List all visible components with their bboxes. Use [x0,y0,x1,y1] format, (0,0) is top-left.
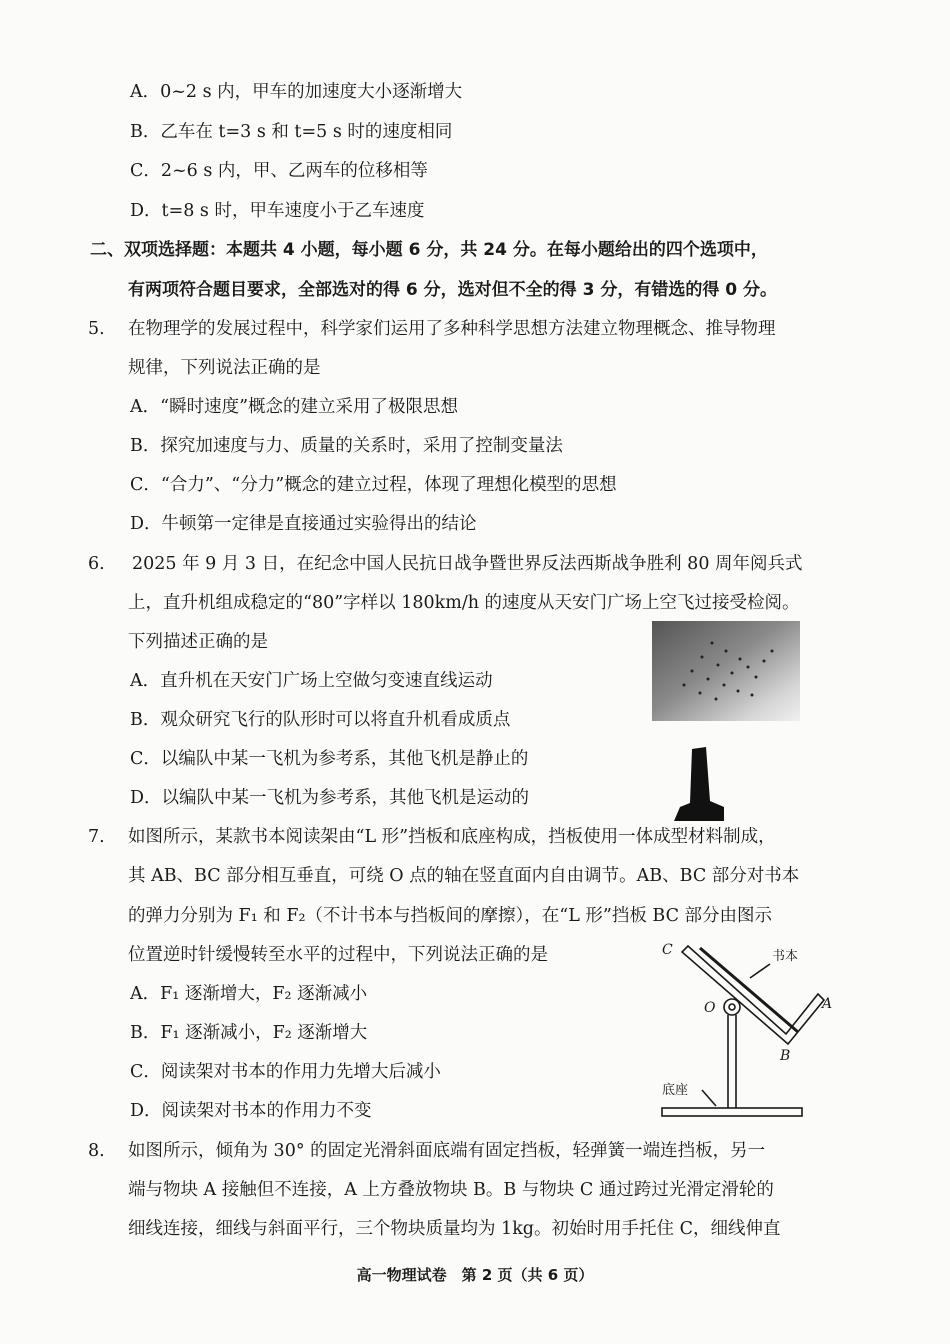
q7-stem-line1: 如图所示，某款书本阅读架由“L 形”挡板和底座构成，挡板使用一体成型材料制成， [128,827,776,847]
base-pointer [702,1090,716,1106]
q6-stem-line2: 上，直升机组成稳定的“80”字样以 180km/h 的速度从天安门广场上空飞过接受检阅。 [128,593,800,613]
label-a: A [822,996,832,1012]
helicopter-formation-photo [652,621,800,821]
monument-silhouette [674,747,724,821]
q5-option-b: B．探究加速度与力、质量的关系时，采用了控制变量法 [130,436,563,456]
q6-number: 6. [88,554,105,574]
book-stand-diagram [652,936,832,1128]
q8-stem-line1: 如图所示，倾角为 30° 的固定光滑斜面底端有固定挡板，轻弹簧一端连挡板，另一 [128,1141,766,1161]
q6-option-b: B．观众研究飞行的队形时可以将直升机看成质点 [130,710,511,730]
q7-stem-line3: 的弹力分别为 F₁ 和 F₂（不计书本与挡板间的摩擦），在“L 形”挡板 BC 部分由图示 [128,906,773,926]
label-base: 底座 [662,1083,689,1098]
q4-option-a: A．0~2 s 内，甲车的加速度大小逐渐增大 [130,82,463,102]
q5-number: 5. [88,319,105,339]
q7-option-d: D．阅读架对书本的作用力不变 [130,1101,372,1121]
label-c: C [662,942,673,958]
q6-stem-line3: 下列描述正确的是 [128,632,268,652]
q8-stem-line3: 细线连接，细线与斜面平行，三个物块质量均为 1kg。初始时用手托住 C，细线伸直 [128,1219,781,1239]
label-book: 书本 [772,949,799,964]
section2-header-line1: 二、双项选择题：本题共 4 小题，每小题 6 分，共 24 分。在每小题给出的四个选项中， [90,240,768,260]
q7-option-c: C．阅读架对书本的作用力先增大后减小 [130,1062,441,1082]
q5-option-d: D．牛顿第一定律是直接通过实验得出的结论 [130,514,477,534]
base [662,1108,802,1116]
q5-stem-line1: 在物理学的发展过程中，科学家们运用了多种科学思想方法建立物理概念、推导物理 [128,319,776,339]
q7-stem-line2: 其 AB、BC 部分相互垂直，可绕 O 点的轴在竖直面内自由调节。AB、BC 部分对书本 [128,866,800,886]
q6-option-a: A．直升机在天安门广场上空做匀变速直线运动 [130,671,493,691]
q5-option-c: C．“合力”、“分力”概念的建立过程，体现了理想化模型的思想 [130,475,617,495]
q5-stem-line2: 规律，下列说法正确的是 [128,358,321,378]
q6-stem-line1: 2025 年 9 月 3 日，在纪念中国人民抗日战争暨世界反法西斯战争胜利 80 周年阅兵式 [132,554,803,574]
label-b: B [780,1048,791,1064]
pivot-o [724,999,740,1015]
label-o: O [704,1000,716,1016]
q8-number: 8. [88,1141,105,1161]
q4-option-c: C．2~6 s 内，甲、乙两车的位移相等 [130,161,428,181]
q7-number: 7. [88,827,105,847]
page-footer: 高一物理试卷 第 2 页（共 6 页） [356,1266,594,1284]
q7-option-a: A．F₁ 逐渐增大，F₂ 逐渐减小 [130,984,368,1004]
q8-stem-line2: 端与物块 A 接触但不连接，A 上方叠放物块 B。B 与物块 C 通过跨过光滑定滑轮的 [128,1180,774,1200]
q6-option-d: D．以编队中某一飞机为参考系，其他飞机是运动的 [130,788,530,808]
book-pointer [750,964,770,978]
q7-stem-line4: 位置逆时针缓慢转至水平的过程中，下列说法正确的是 [128,945,548,965]
section2-header-line2: 有两项符合题目要求，全部选对的得 6 分，选对但不全的得 3 分，有错选的得 0 分。 [128,280,777,300]
q6-option-c: C．以编队中某一飞机为参考系，其他飞机是静止的 [130,749,529,769]
q5-option-a: A．“瞬时速度”概念的建立采用了极限思想 [130,397,459,417]
q4-option-b: B．乙车在 t=3 s 和 t=5 s 时的速度相同 [130,122,453,142]
q7-option-b: B．F₁ 逐渐减小，F₂ 逐渐增大 [130,1023,368,1043]
q4-option-d: D．t=8 s 时，甲车速度小于乙车速度 [130,201,425,221]
